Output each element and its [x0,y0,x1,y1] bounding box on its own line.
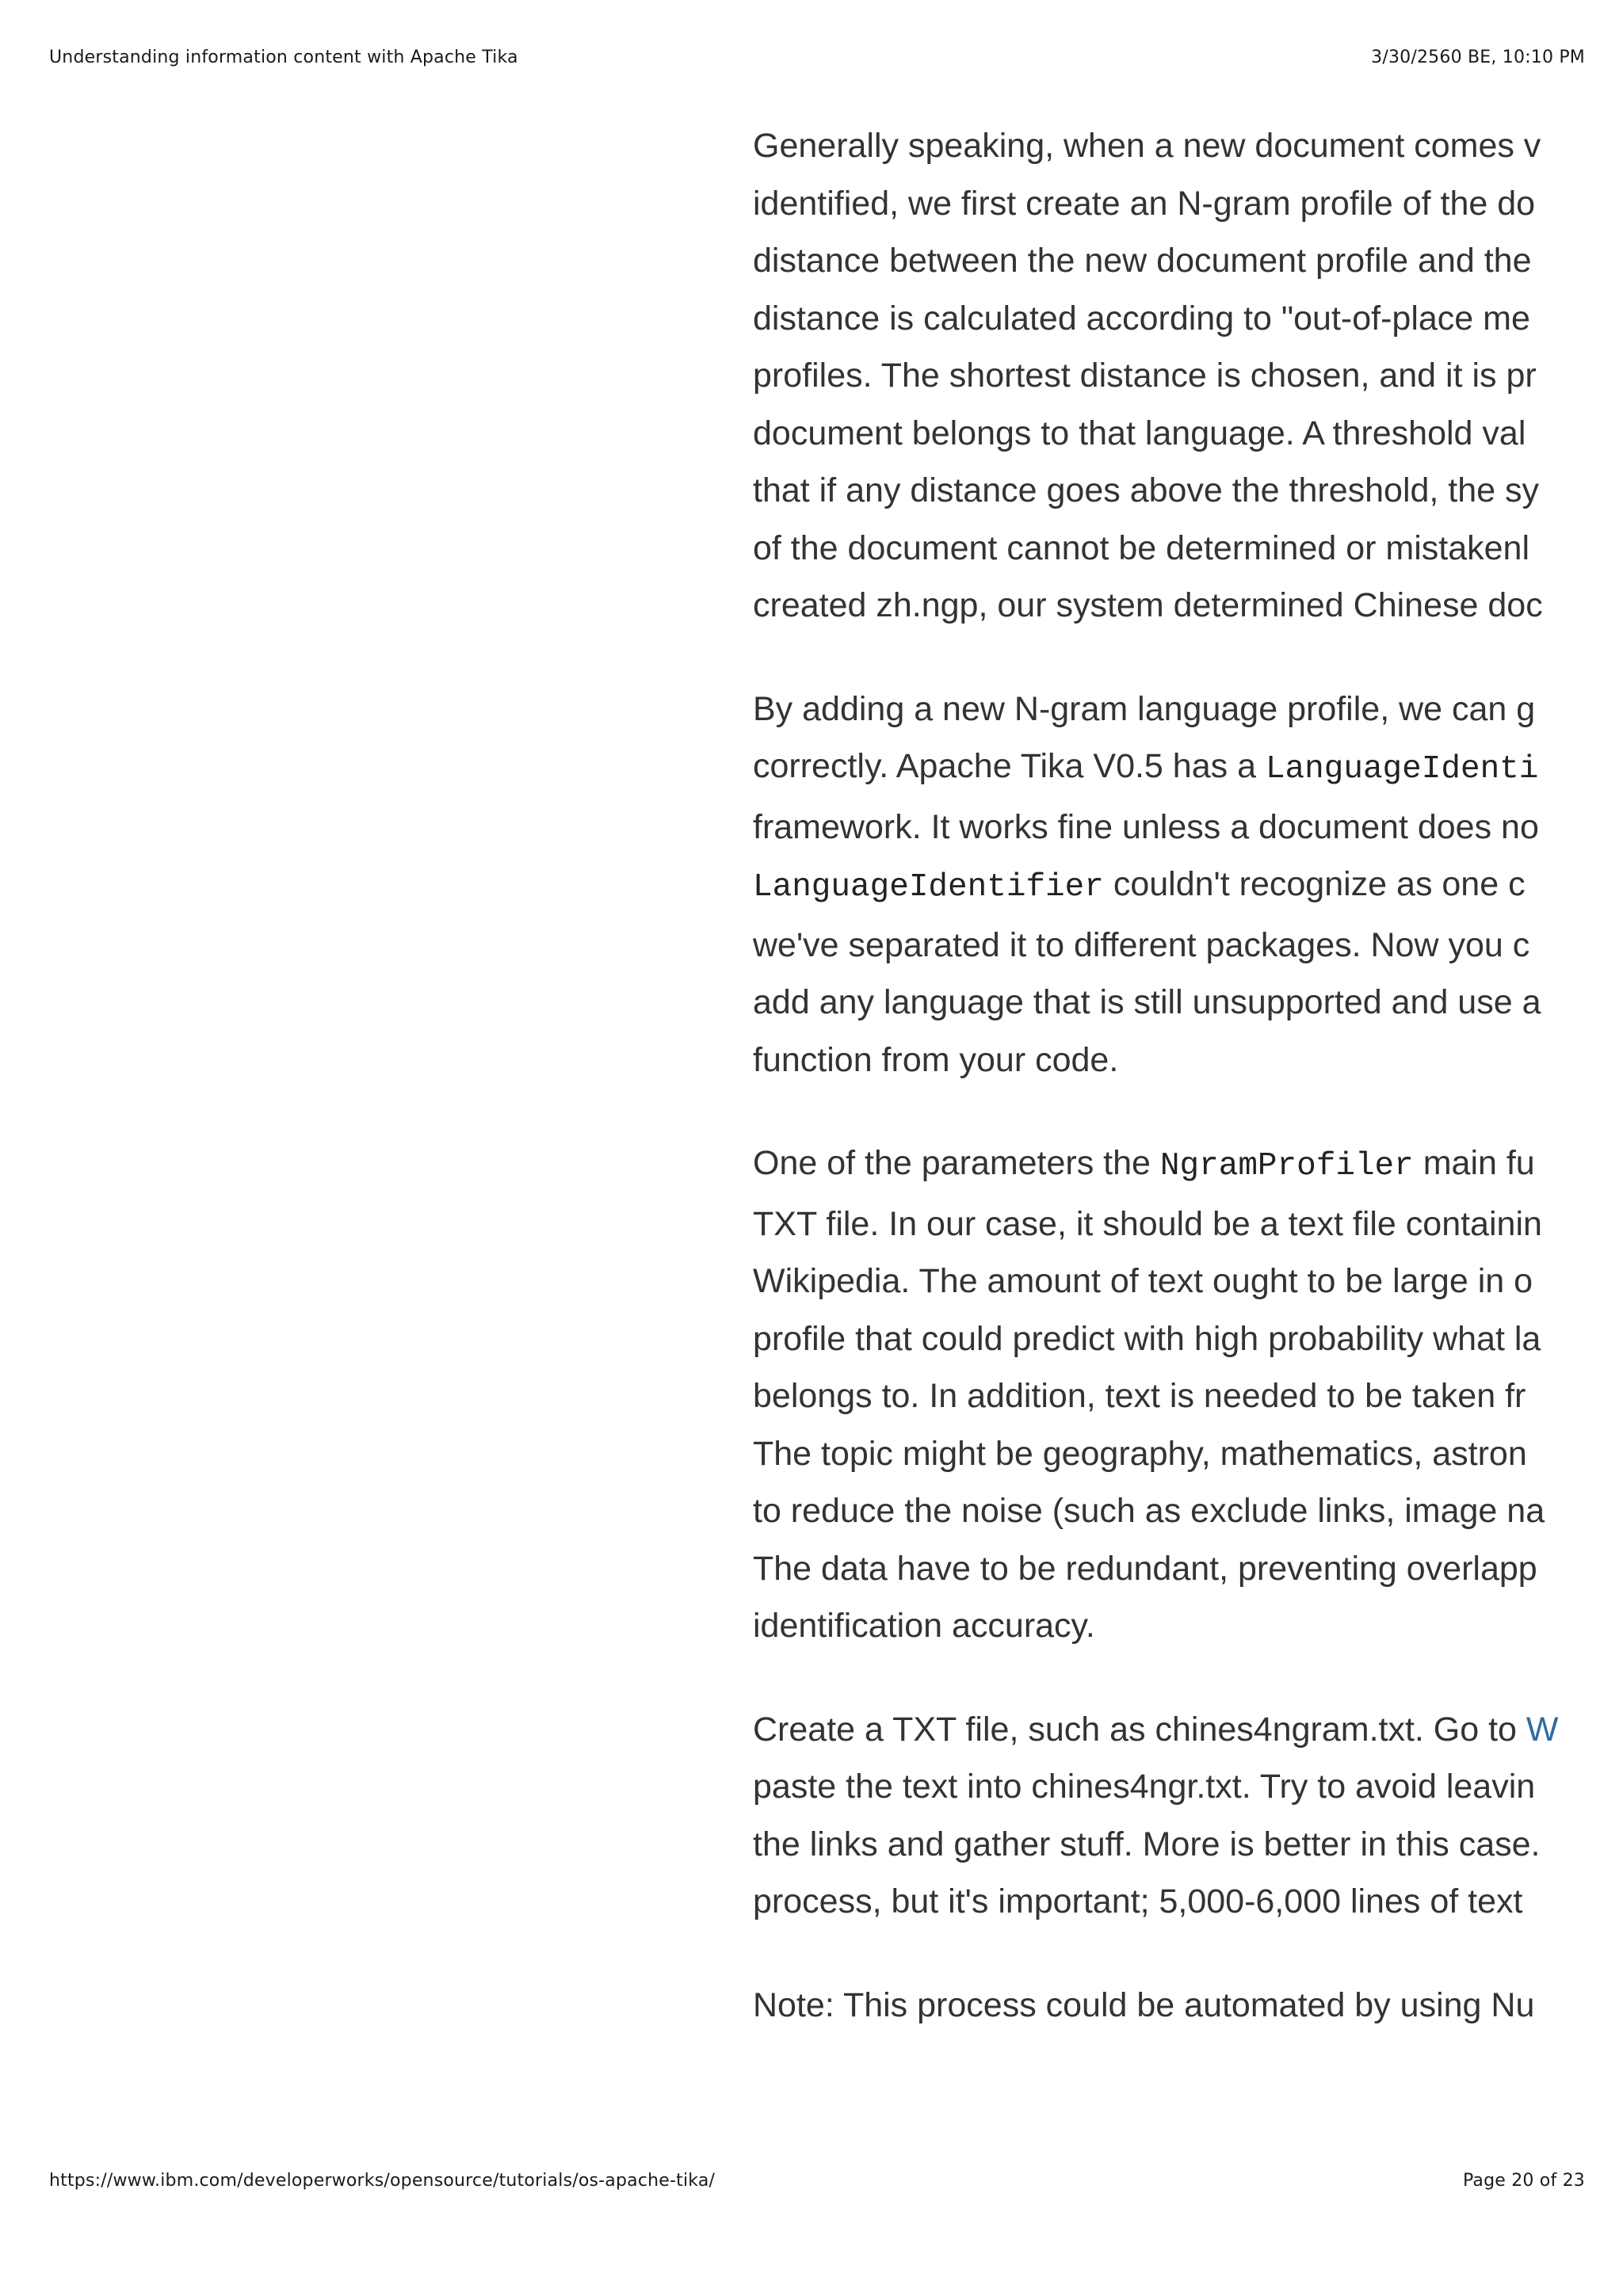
page-number: Page 20 of 23 [1462,2171,1585,2191]
text-line: profiles. The shortest distance is chosen, and it is pr [753,357,1537,395]
print-timestamp: 3/30/2560 BE, 10:10 PM [1371,48,1585,67]
page-url: https://www.ibm.com/developerworks/opensource/tutorials/os-apache-tika/ [49,2171,716,2191]
text-run: couldn't recognize as one c [1103,865,1526,903]
text-line: Note: This process could be automated by using Nu [753,1985,1535,2024]
text-line: the links and gather stuff. More is better in this case. [753,1825,1541,1863]
text-line: profile that could predict with high probability what la [753,1319,1541,1358]
wikipedia-link[interactable]: W [1526,1710,1559,1749]
text-line: paste the text into chines4ngr.txt. Try to avoid leavin [753,1768,1536,1806]
text-line: process, but it's important; 5,000-6,000 lines of text [753,1882,1523,1920]
print-header [49,48,1585,67]
text-run: One of the parameters the [753,1144,1160,1182]
text-line: belongs to. In addition, text is needed to be taken fr [753,1377,1526,1415]
text-line: that if any distance goes above the threshold, the sy [753,471,1540,509]
article-viewport [753,117,1585,2050]
paragraph-note [753,1977,1585,2035]
text-line: Wikipedia. The amount of text ought to be large in o [753,1262,1533,1300]
text-line: identified, we first create an N-gram profile of the do [753,184,1536,223]
code-language-identifier: LanguageIdenti [1265,751,1539,788]
text-line: to reduce the noise (such as exclude links, image na [753,1492,1545,1530]
article-body [753,117,1585,2034]
code-language-identifier: LanguageIdentifier [753,869,1104,906]
text-line [753,1135,1585,1196]
text-run: main fu [1413,1144,1535,1182]
document-title: Understanding information content with Apache Tika [49,48,518,67]
code-ngram-profiler: NgramProfiler [1159,1148,1414,1184]
text-line [753,856,1585,917]
paragraph-ngram-profiler [753,1135,1585,1655]
text-line: function from your code. [753,1040,1119,1079]
text-line: The data have to be redundant, preventing overlapp [753,1549,1537,1588]
text-line: framework. It works fine unless a document does no [753,807,1539,846]
text-line: of the document cannot be determined or mistakenl [753,528,1530,567]
text-line: The topic might be geography, mathematics, astron [753,1434,1527,1473]
text-line: add any language that is still unsupported and use a [753,983,1541,1021]
text-line: By adding a new N-gram language profile, we can g [753,689,1536,728]
text-line: we've separated it to different packages. Now you c [753,925,1530,964]
text-line: identification accuracy. [753,1607,1095,1645]
text-line: distance between the new document profile and the [753,242,1532,280]
text-line: distance is calculated according to "out-of-place me [753,299,1530,338]
print-footer [49,2171,1585,2191]
paragraph-language-profile [753,681,1585,1089]
text-line [753,738,1585,799]
paragraph-create-txt [753,1701,1585,1931]
text-line: TXT file. In our case, it should be a text file containin [753,1204,1542,1243]
text-line [753,1701,1585,1759]
text-line: document belongs to that language. A threshold val [753,414,1526,452]
text-line: created zh.ngp, our system determined Chinese doc [753,586,1543,624]
text-run: Create a TXT file, such as chines4ngram.txt. Go to [753,1710,1526,1749]
text-run: correctly. Apache Tika V0.5 has a [753,747,1266,785]
paragraph-ngram-distance [753,117,1585,635]
text-line: Generally speaking, when a new document comes v [753,127,1541,165]
